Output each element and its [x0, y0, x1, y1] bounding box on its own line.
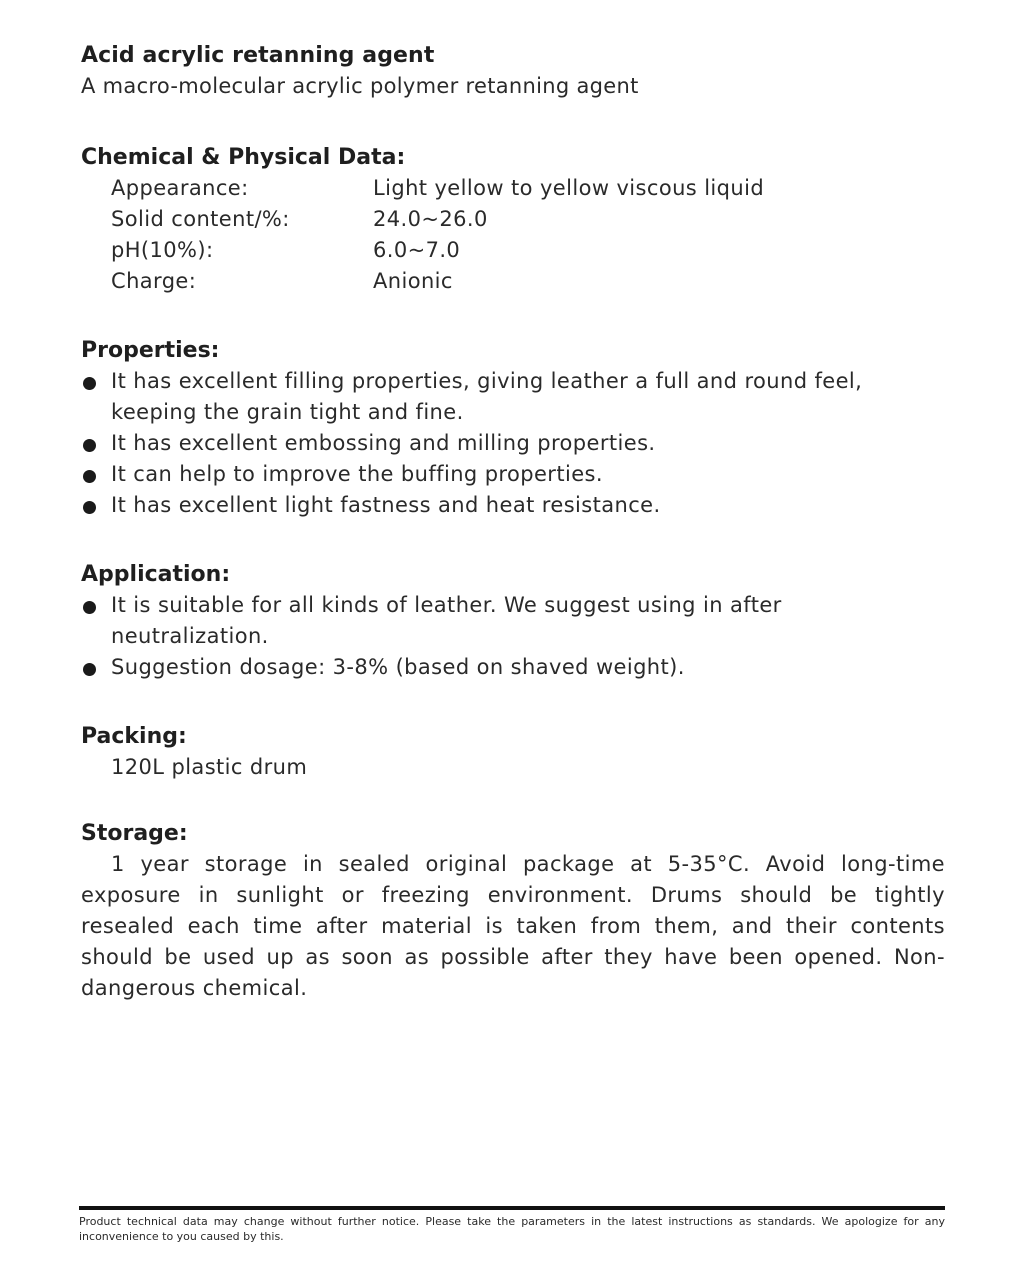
packing-heading: Packing: [81, 724, 187, 749]
application-section [81, 559, 945, 683]
spec-row-solid-content [111, 204, 945, 235]
chemical-physical-section [81, 142, 945, 297]
spec-label: Solid content/%: [111, 207, 290, 231]
list-item [81, 652, 945, 683]
bullet-icon [83, 663, 96, 676]
spec-table [111, 173, 945, 297]
list-item-text: It has excellent filling properties, giving leather a full and round feel, keeping the grain tight and fine. [111, 369, 863, 424]
list-item [81, 490, 945, 521]
chemical-physical-heading: Chemical & Physical Data: [81, 145, 406, 170]
bullet-icon [83, 501, 96, 514]
properties-section [81, 335, 945, 521]
spec-row-appearance [111, 173, 945, 204]
list-item [81, 590, 945, 652]
packing-section [81, 721, 945, 783]
list-item [81, 459, 945, 490]
bullet-icon [83, 601, 96, 614]
packing-text: 120L plastic drum [111, 755, 308, 779]
list-item-text: It is suitable for all kinds of leather. We suggest using in after neutralization. [111, 593, 782, 648]
storage-section [81, 818, 945, 1004]
storage-heading: Storage: [81, 821, 188, 846]
list-item [81, 366, 945, 428]
properties-heading: Properties: [81, 338, 220, 363]
list-item-text: Suggestion dosage: 3-8% (based on shaved weight). [111, 655, 685, 679]
product-subtitle: A macro-molecular acrylic polymer retanning agent [81, 74, 639, 98]
application-list [81, 590, 945, 683]
list-item-text: It has excellent embossing and milling properties. [111, 431, 656, 455]
spec-value: Anionic [373, 269, 453, 293]
list-item [81, 428, 945, 459]
list-item-text: It can help to improve the buffing properties. [111, 462, 603, 486]
technical-data-sheet [81, 40, 945, 1004]
list-item-text: It has excellent light fastness and heat resistance. [111, 493, 661, 517]
bullet-icon [83, 470, 96, 483]
properties-list [81, 366, 945, 521]
bullet-icon [83, 439, 96, 452]
spec-row-ph [111, 235, 945, 266]
spec-row-charge [111, 266, 945, 297]
footer-disclaimer: Product technical data may change without further notice. Please take the parameters in the latest instructions as standards. We apologize for any inconvenience to you caused by this. [79, 1215, 945, 1243]
application-heading: Application: [81, 562, 231, 587]
spec-label: Charge: [111, 269, 197, 293]
bullet-icon [83, 377, 96, 390]
storage-text: 1 year storage in sealed original package at 5-35°C. Avoid long-time exposure in sunlight or freezing environment. Drums should be tightly resealed each time after material is taken from them, and their contents should be used up as soon as possible after they have been opened. Non-dangerous chemical. [81, 852, 945, 1000]
spec-value: Light yellow to yellow viscous liquid [373, 176, 765, 200]
spec-value: 24.0~26.0 [373, 207, 488, 231]
spec-value: 6.0~7.0 [373, 238, 461, 262]
spec-label: pH(10%): [111, 238, 214, 262]
spec-label: Appearance: [111, 176, 249, 200]
footer-divider [79, 1206, 945, 1210]
product-title: Acid acrylic retanning agent [81, 43, 435, 68]
